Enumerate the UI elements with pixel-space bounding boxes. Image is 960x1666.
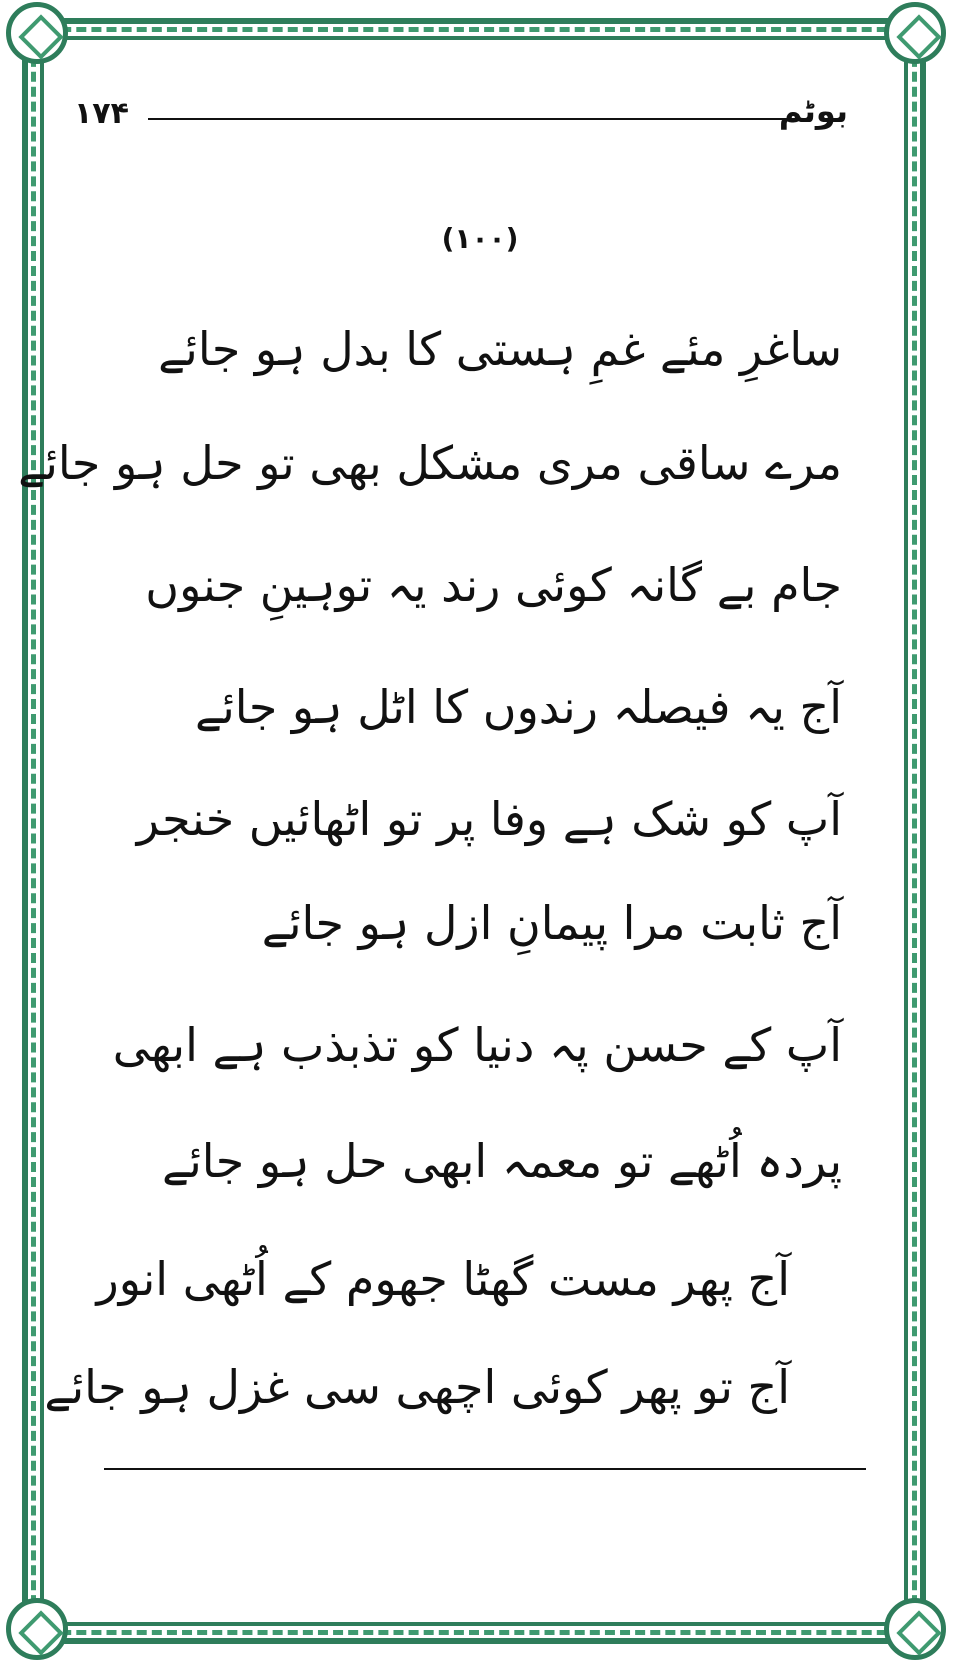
header-rule: [148, 118, 796, 120]
corner-ornament-icon: [884, 1598, 946, 1660]
verse-line: آج ثابت مرا پیمانِ ازل ہو جائے: [261, 896, 842, 950]
verse-line: آج تو پھر کوئی اچھی سی غزل ہو جائے: [44, 1360, 790, 1414]
footer-rule: [104, 1468, 866, 1470]
running-title: بوٹم: [778, 92, 848, 130]
verse-line: مرے ساقی مری مشکل بھی تو حل ہو جائے: [18, 436, 842, 490]
verse-line: پردہ اُٹھے تو معمہ ابھی حل ہو جائے: [162, 1134, 842, 1188]
corner-ornament-icon: [6, 2, 68, 64]
verse-line: آپ کو شک ہے وفا پر تو اٹھائیں خنجر: [136, 792, 842, 846]
page-number: ۱۷۴: [74, 96, 129, 131]
ghazal-number: (۱۰۰): [441, 222, 519, 255]
verse-line: آج یہ فیصلہ رندوں کا اٹل ہو جائے: [195, 680, 842, 734]
corner-ornament-icon: [884, 2, 946, 64]
verse-line: آپ کے حسن پہ دنیا کو تذبذب ہے ابھی: [112, 1018, 842, 1072]
verse-line: ساغرِ مئے غمِ ہستی کا بدل ہو جائے: [158, 322, 842, 376]
corner-ornament-icon: [6, 1598, 68, 1660]
verse-line: آج پھر مست گھٹا جھوم کے اُٹھی انور: [96, 1252, 790, 1306]
verse-line: جام بے گانہ کوئی رند یہ توہینِ جنوں: [145, 558, 842, 612]
